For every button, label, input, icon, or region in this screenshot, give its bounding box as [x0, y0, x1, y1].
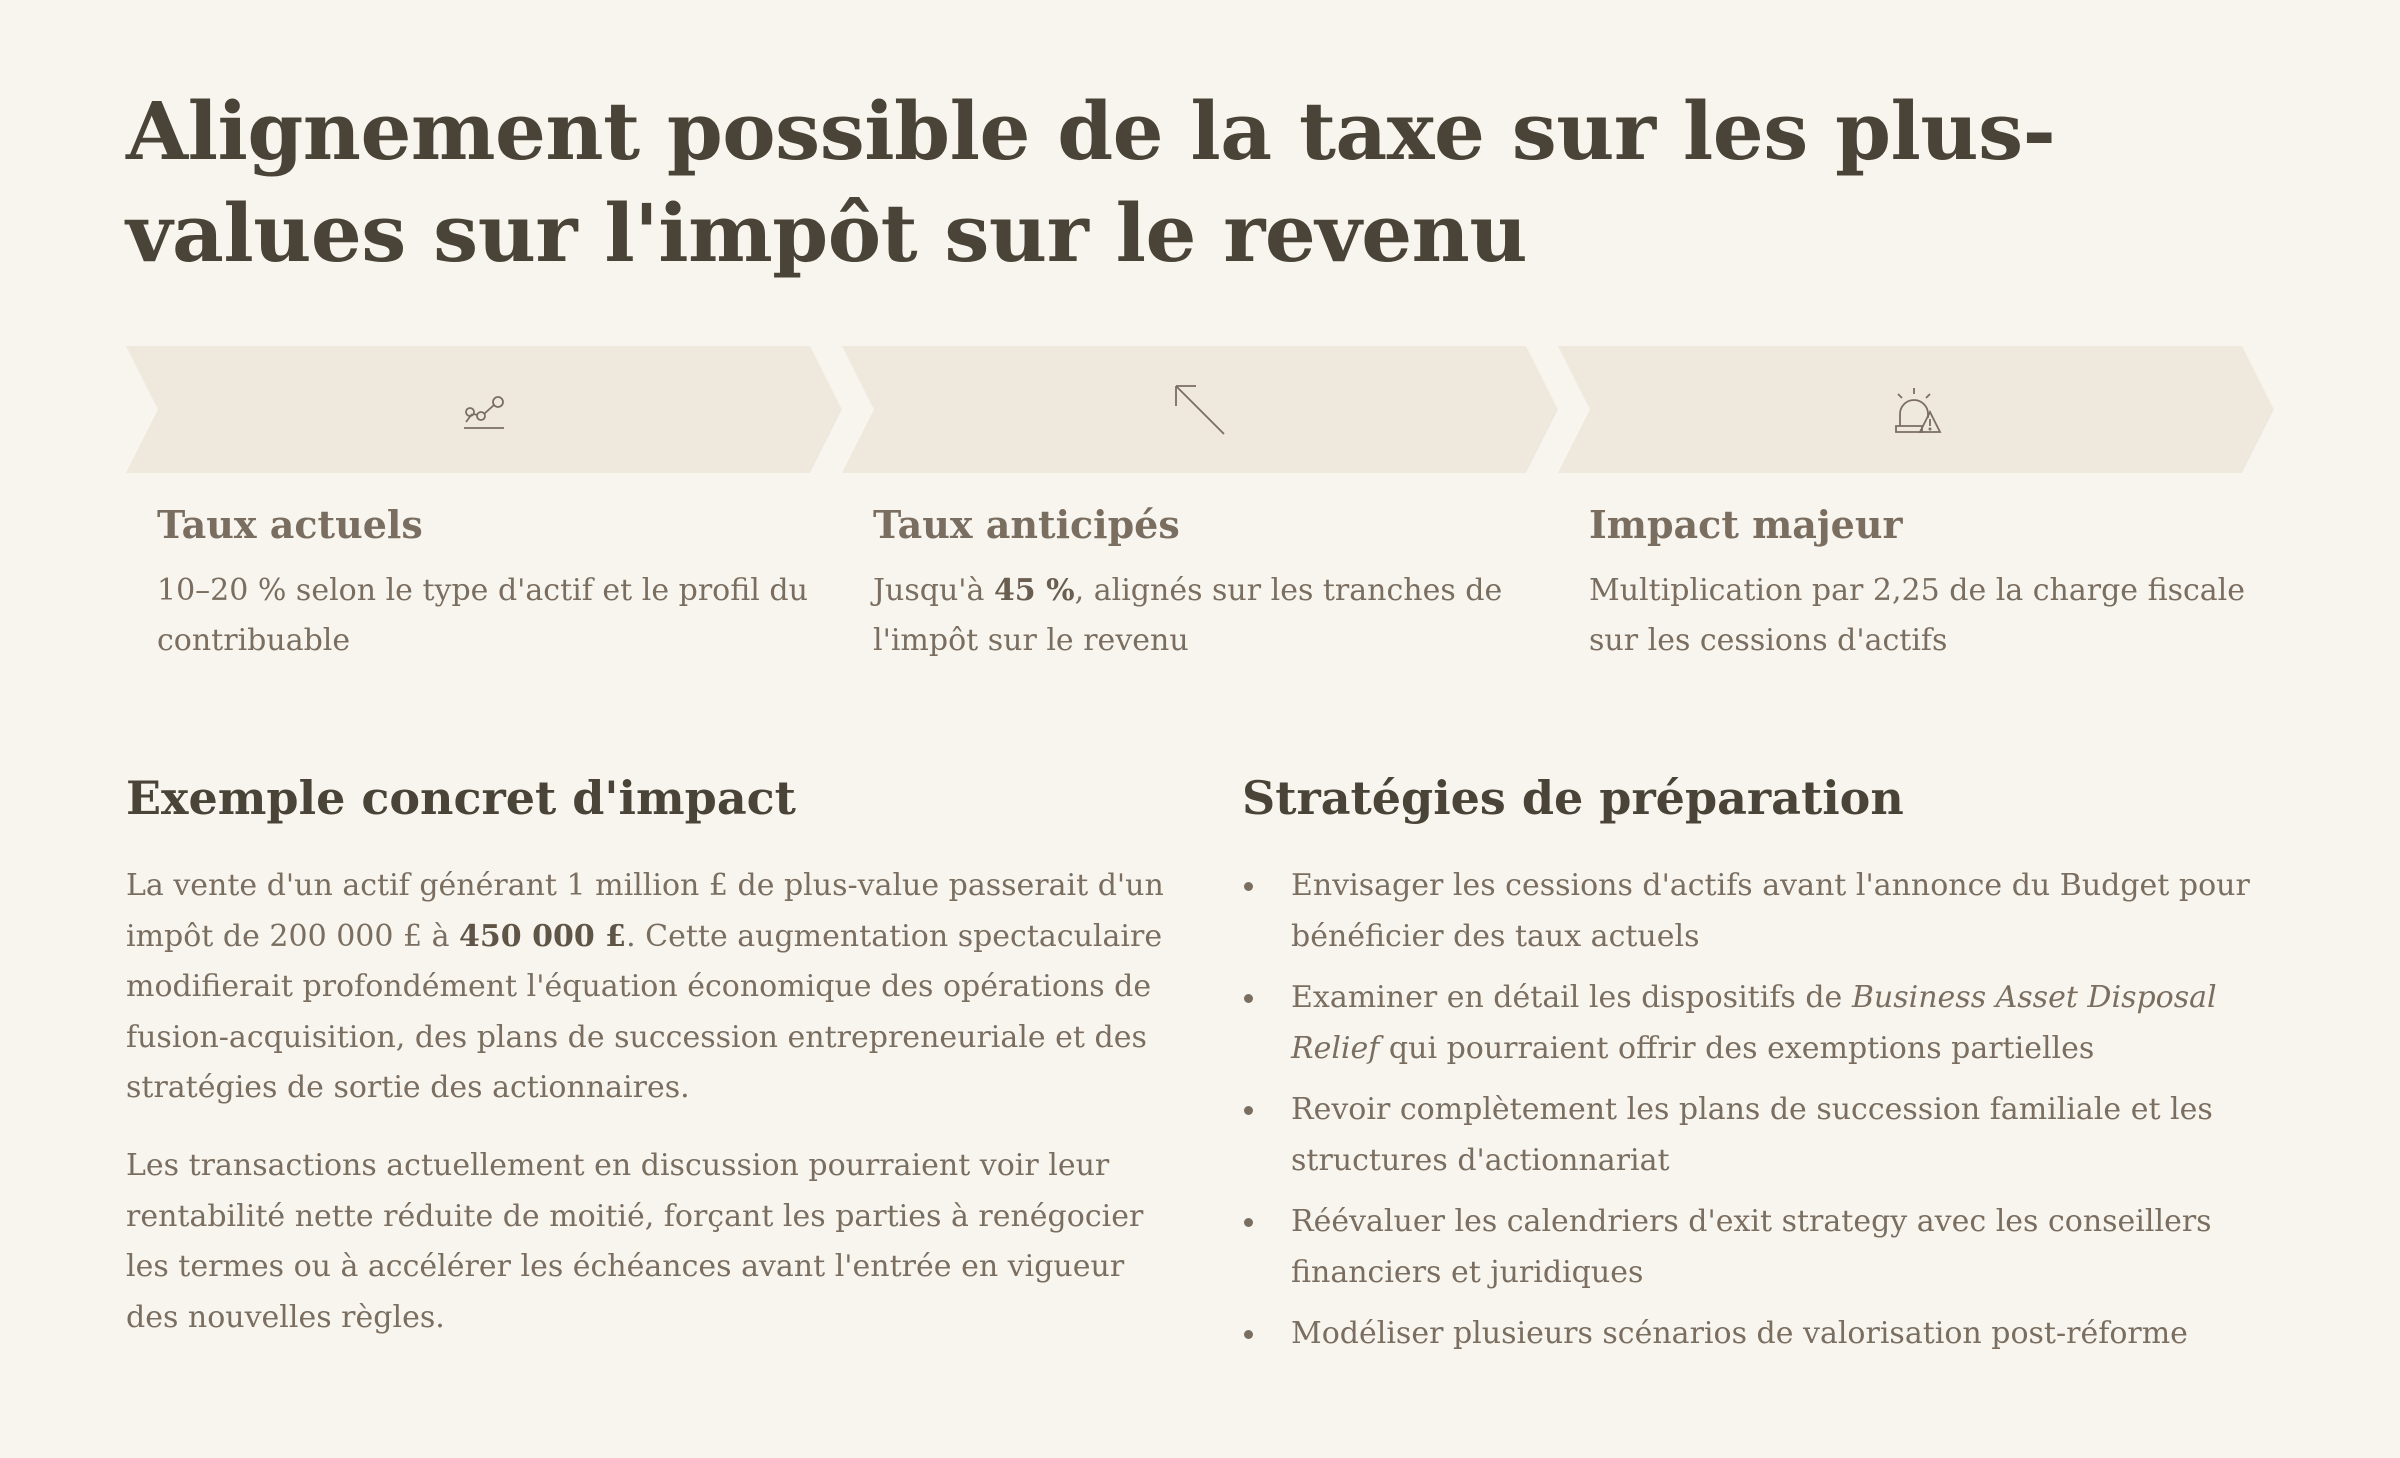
step-1 [157, 498, 817, 666]
step-2-text-post: , alignés sur les tranches de l'impôt sur le revenu [873, 573, 1503, 658]
step-2 [873, 498, 1533, 666]
step-3-description [1589, 566, 2249, 666]
step-3-text: Multiplication par 2,25 de la charge fiscale sur les cessions d'actifs [1589, 573, 2246, 658]
strategy-item [1242, 861, 2286, 962]
alarm-warning-icon [1888, 382, 1944, 438]
strategy-text: Revoir complètement les plans de succession familiale et les structures d'actionnariat [1291, 1092, 2213, 1178]
strategy-item [1242, 973, 2286, 1074]
strategy-text: Réévaluer les calendriers d'exit strategy avec les conseillers financiers et juridiques [1291, 1204, 2212, 1290]
step-1-text: 10–20 % selon le type d'actif et le profil du contribuable [157, 573, 808, 658]
strategy-text: Modéliser plusieurs scénarios de valorisation post-réforme [1291, 1316, 2188, 1351]
arrow-up-left-icon [1172, 382, 1228, 438]
chart-line-icon [456, 382, 512, 438]
example-p1-pre: La vente d'un actif générant 1 million £ de plus-value passerait d'un impôt de 200 000 £ à [126, 868, 1164, 954]
example-p1-post: . Cette augmentation spectaculaire modifierait profondément l'équation économique des opérations de fusion-acquisition, des plans de succession entrepreneuriale et des stratégies de sortie des actionnaires. [126, 918, 1163, 1105]
strategy-item [1242, 1309, 2286, 1360]
example-p1-amount: 450 000 £ [459, 918, 627, 954]
step-2-title: Taux anticipés [873, 502, 1180, 547]
step-2-highlight: 45 % [993, 573, 1075, 608]
strategy-text: Examiner en détail les dispositifs de [1291, 980, 1852, 1015]
step-2-description [873, 566, 1533, 666]
example-paragraph-2: Les transactions actuellement en discussion pourraient voir leur rentabilité nette réduite de moitié, forçant les parties à renégocier les termes ou à accélérer les échéances avant l'entrée en vigueur des nouvelles règles. [126, 1148, 1144, 1335]
step-chevron-2 [842, 346, 1558, 473]
bullet-dot [1244, 994, 1253, 1003]
example-heading: Exemple concret d'impact [126, 771, 796, 825]
strategy-text: Envisager les cessions d'actifs avant l'annonce du Budget pour bénéficier des taux actuels [1291, 868, 2250, 954]
step-2-text-pre: Jusqu'à [873, 573, 994, 608]
bullet-dot [1244, 1106, 1253, 1115]
step-3 [1589, 498, 2249, 666]
step-1-title: Taux actuels [157, 502, 423, 547]
page-title: Alignement possible de la taxe sur les plus-values sur l'impôt sur le revenu [126, 84, 2056, 280]
step-chevron-3 [1558, 346, 2274, 473]
process-steps [126, 346, 2276, 473]
strategies-list [1242, 861, 2286, 1371]
step-1-description [157, 566, 817, 666]
strategy-item [1242, 1197, 2286, 1298]
bullet-dot [1244, 1330, 1253, 1339]
step-3-title: Impact majeur [1589, 502, 1903, 547]
strategies-heading: Stratégies de préparation [1242, 771, 1904, 825]
strategy-item [1242, 1085, 2286, 1186]
strategy-emphasis: Business Asset Disposal Relief [1291, 980, 2217, 1066]
bullet-dot [1244, 882, 1253, 891]
step-chevron-1 [126, 346, 842, 473]
bullet-dot [1244, 1218, 1253, 1227]
strategy-text-post: qui pourraient offrir des exemptions partielles [1379, 1030, 2095, 1066]
example-paragraph-1 [126, 861, 1166, 1114]
